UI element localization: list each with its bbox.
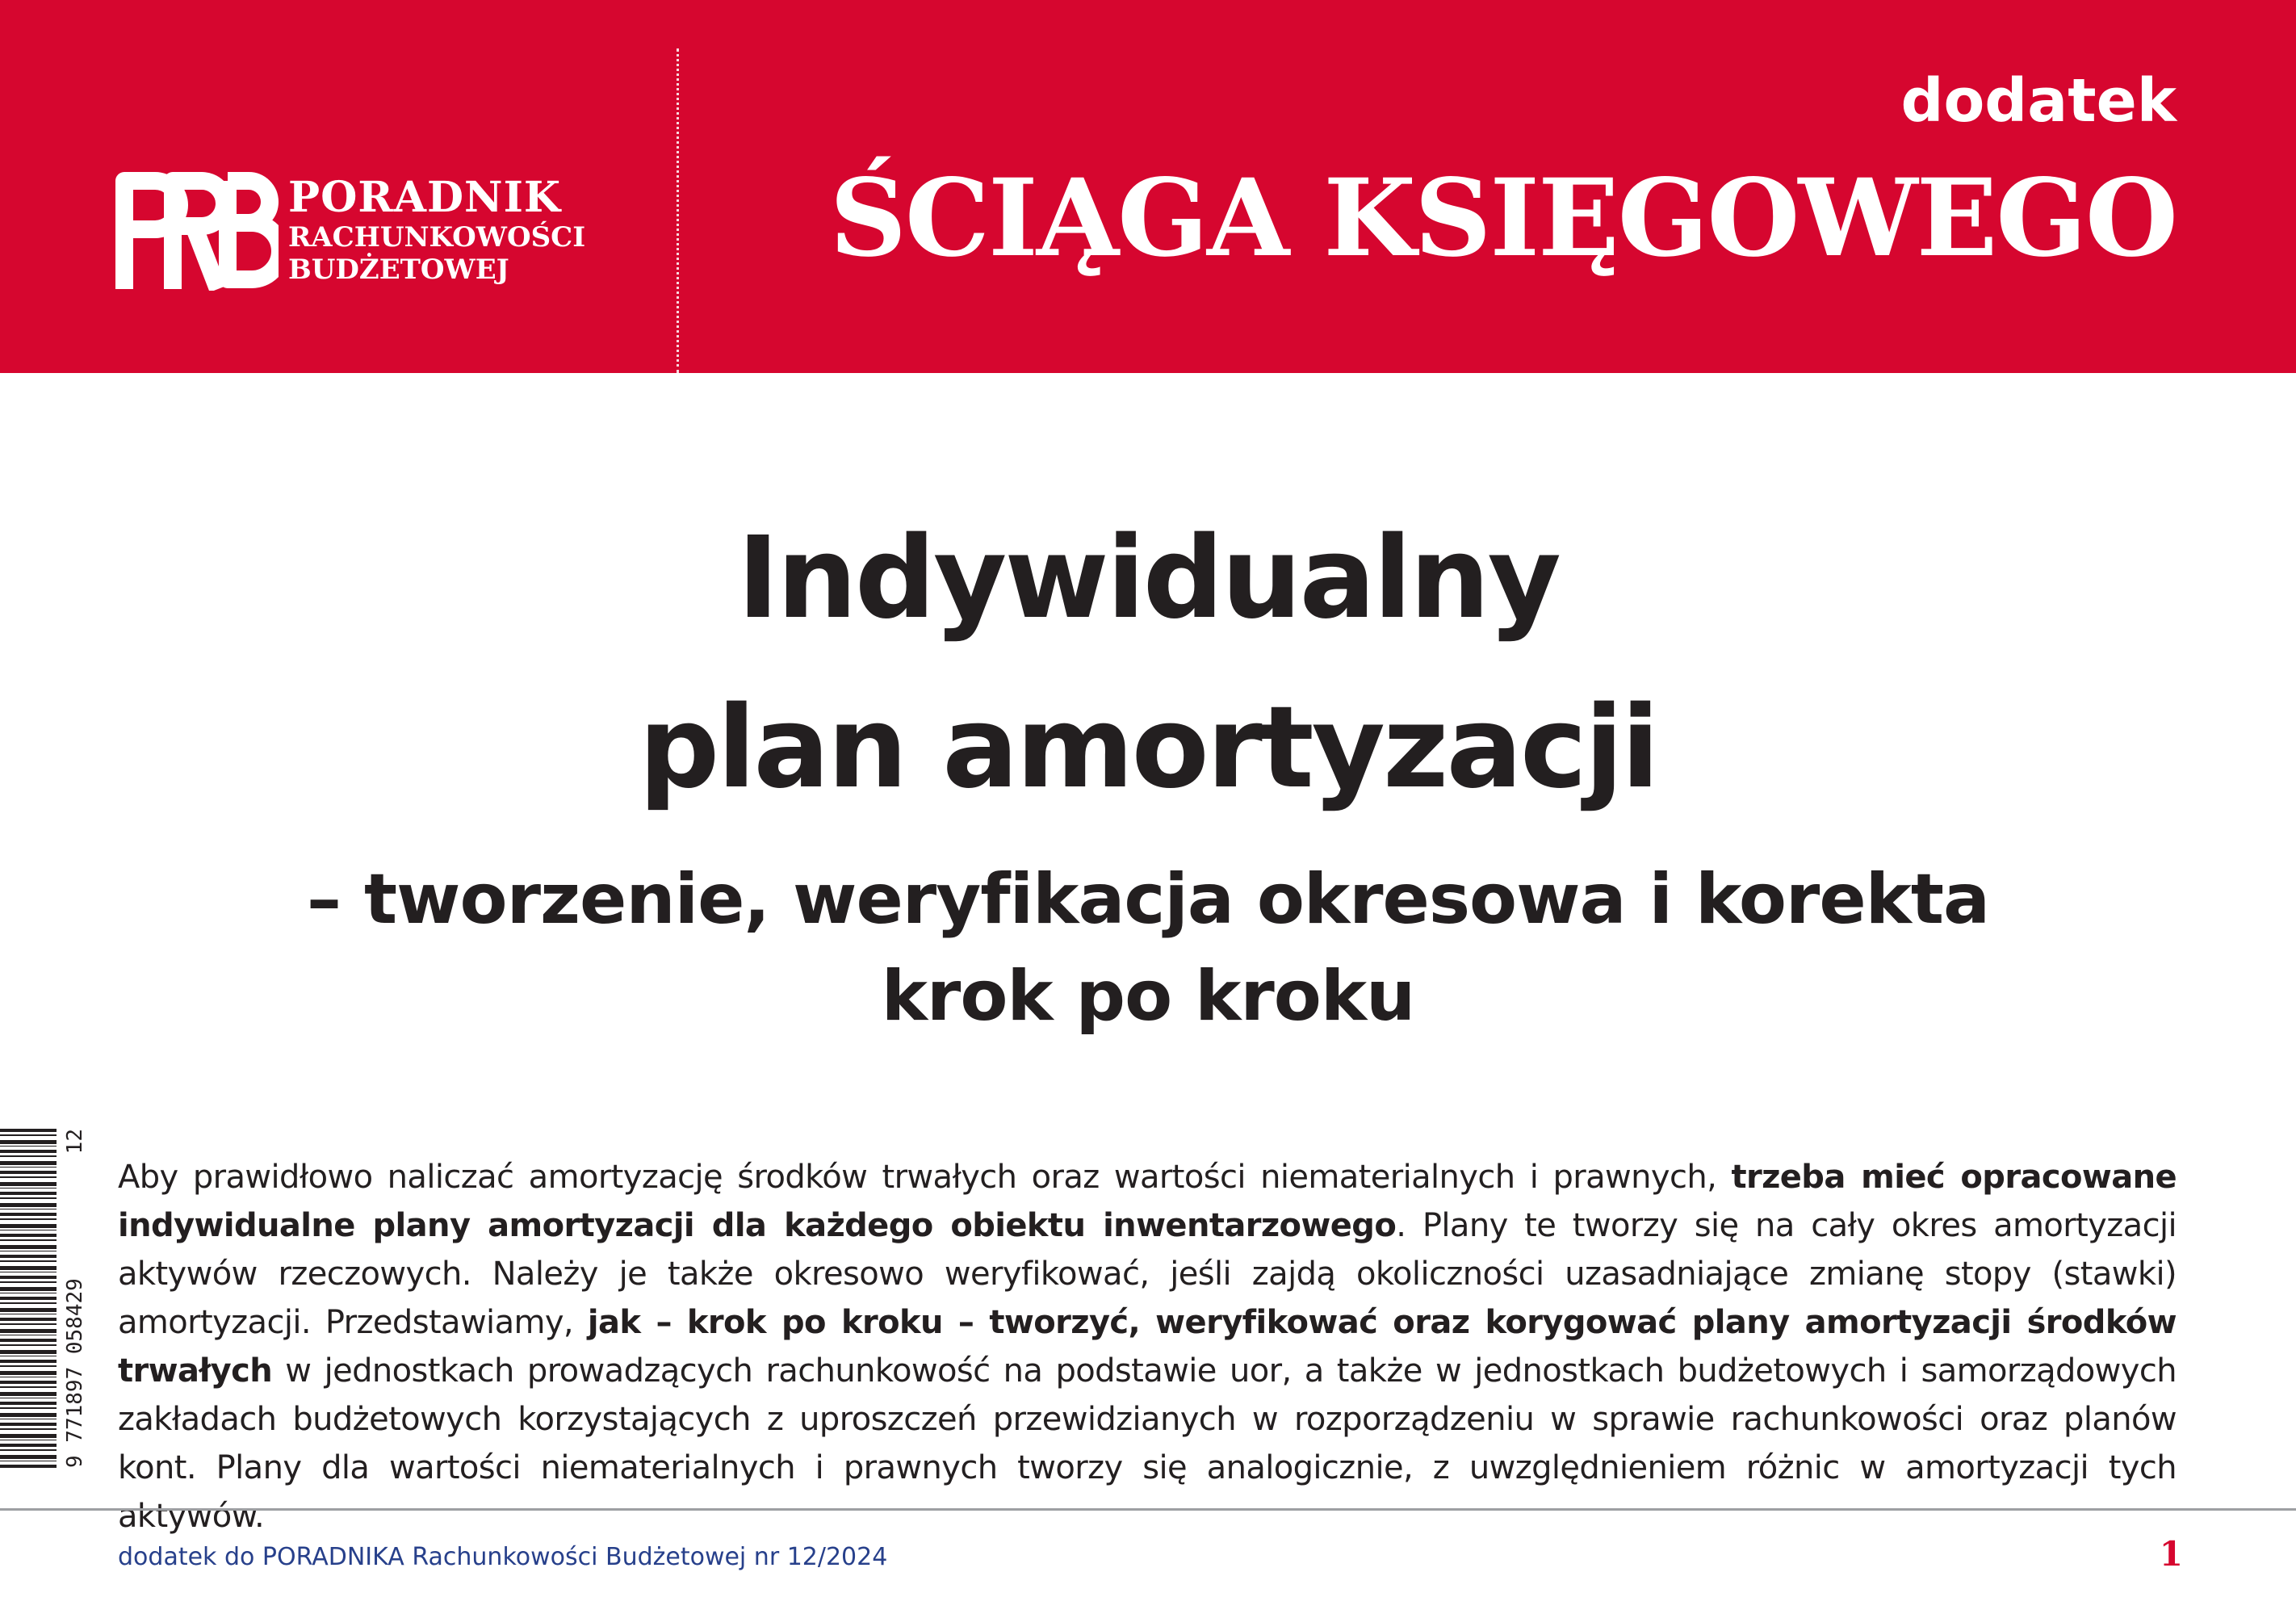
document-subtitle-line-1: – tworzenie, weryfikacja okresowa i korekta (307, 859, 1989, 940)
logo-line-2: RACHUNKOWOŚCI (288, 221, 586, 254)
logo-line-3: BUDŻETOWEJ (288, 254, 509, 286)
document-title-line-2: plan amortyzacji (639, 682, 1657, 814)
document-subtitle-line-2: krok po kroku (881, 956, 1415, 1037)
prb-logo-mark (113, 170, 279, 291)
barcode-digits-main: 9 771897 058429 (63, 1278, 87, 1468)
supplement-label: dodatek (1900, 66, 2177, 136)
header-divider (677, 48, 679, 373)
barcode-bars (0, 1129, 57, 1468)
publication-logo (113, 166, 585, 295)
logo-line-1: PORADNIK (288, 173, 562, 222)
document-title-block (0, 494, 2296, 1045)
barcode-digits (61, 1129, 89, 1468)
intro-bold-2: jak – krok po kroku – tworzyć, weryfikować oraz korygować plany amortyzacji środków trwałych (118, 1304, 2177, 1390)
intro-bold-1: trzeba mieć opracowane indywidualne plany amortyzacji dla każdego obiektu inwentarzowego (118, 1159, 2177, 1244)
supplement-title: ŚCIĄGA KSIĘGOWEGO (829, 156, 2177, 281)
issn-barcode (0, 1129, 95, 1468)
intro-text-3: w jednostkach prowadzących rachunkowość na podstawie uor, a także w jednostkach budżetowych i samorządowych zakładach budżetowych korzystających z uproszczeń przewidzianych w rozporządzeniu w sprawie rachunkowości oraz planów kont. Plany dla wartości niematerialnych i prawnych tworzy się analogicznie, z uwzględnieniem różnic w amortyzacji tych aktywów. (118, 1352, 2177, 1535)
logo-wordmark (288, 173, 586, 286)
footer-text: dodatek do PORADNIKA Rachunkowości Budżetowej nr 12/2024 (118, 1543, 888, 1571)
intro-text-1: Aby prawidłowo naliczać amortyzację środków trwałych oraz wartości niematerialnych i prawnych, (118, 1159, 1732, 1196)
intro-text-2: . Plany te tworzy się na cały okres amortyzacji aktywów rzeczowych. Należy je także okresowo weryfikować, jeśli zajdą okoliczności uzasadniające zmianę stopy (stawki) amortyzacji. Przedstawiamy, (118, 1207, 2177, 1341)
document-title-line-1: Indywidualny (737, 513, 1559, 644)
header-band (0, 0, 2296, 373)
intro-paragraph (118, 1153, 2177, 1541)
barcode-digits-addon: 12 (63, 1129, 87, 1155)
page-number: 1 (2159, 1534, 2183, 1574)
footer-rule (0, 1508, 2296, 1511)
